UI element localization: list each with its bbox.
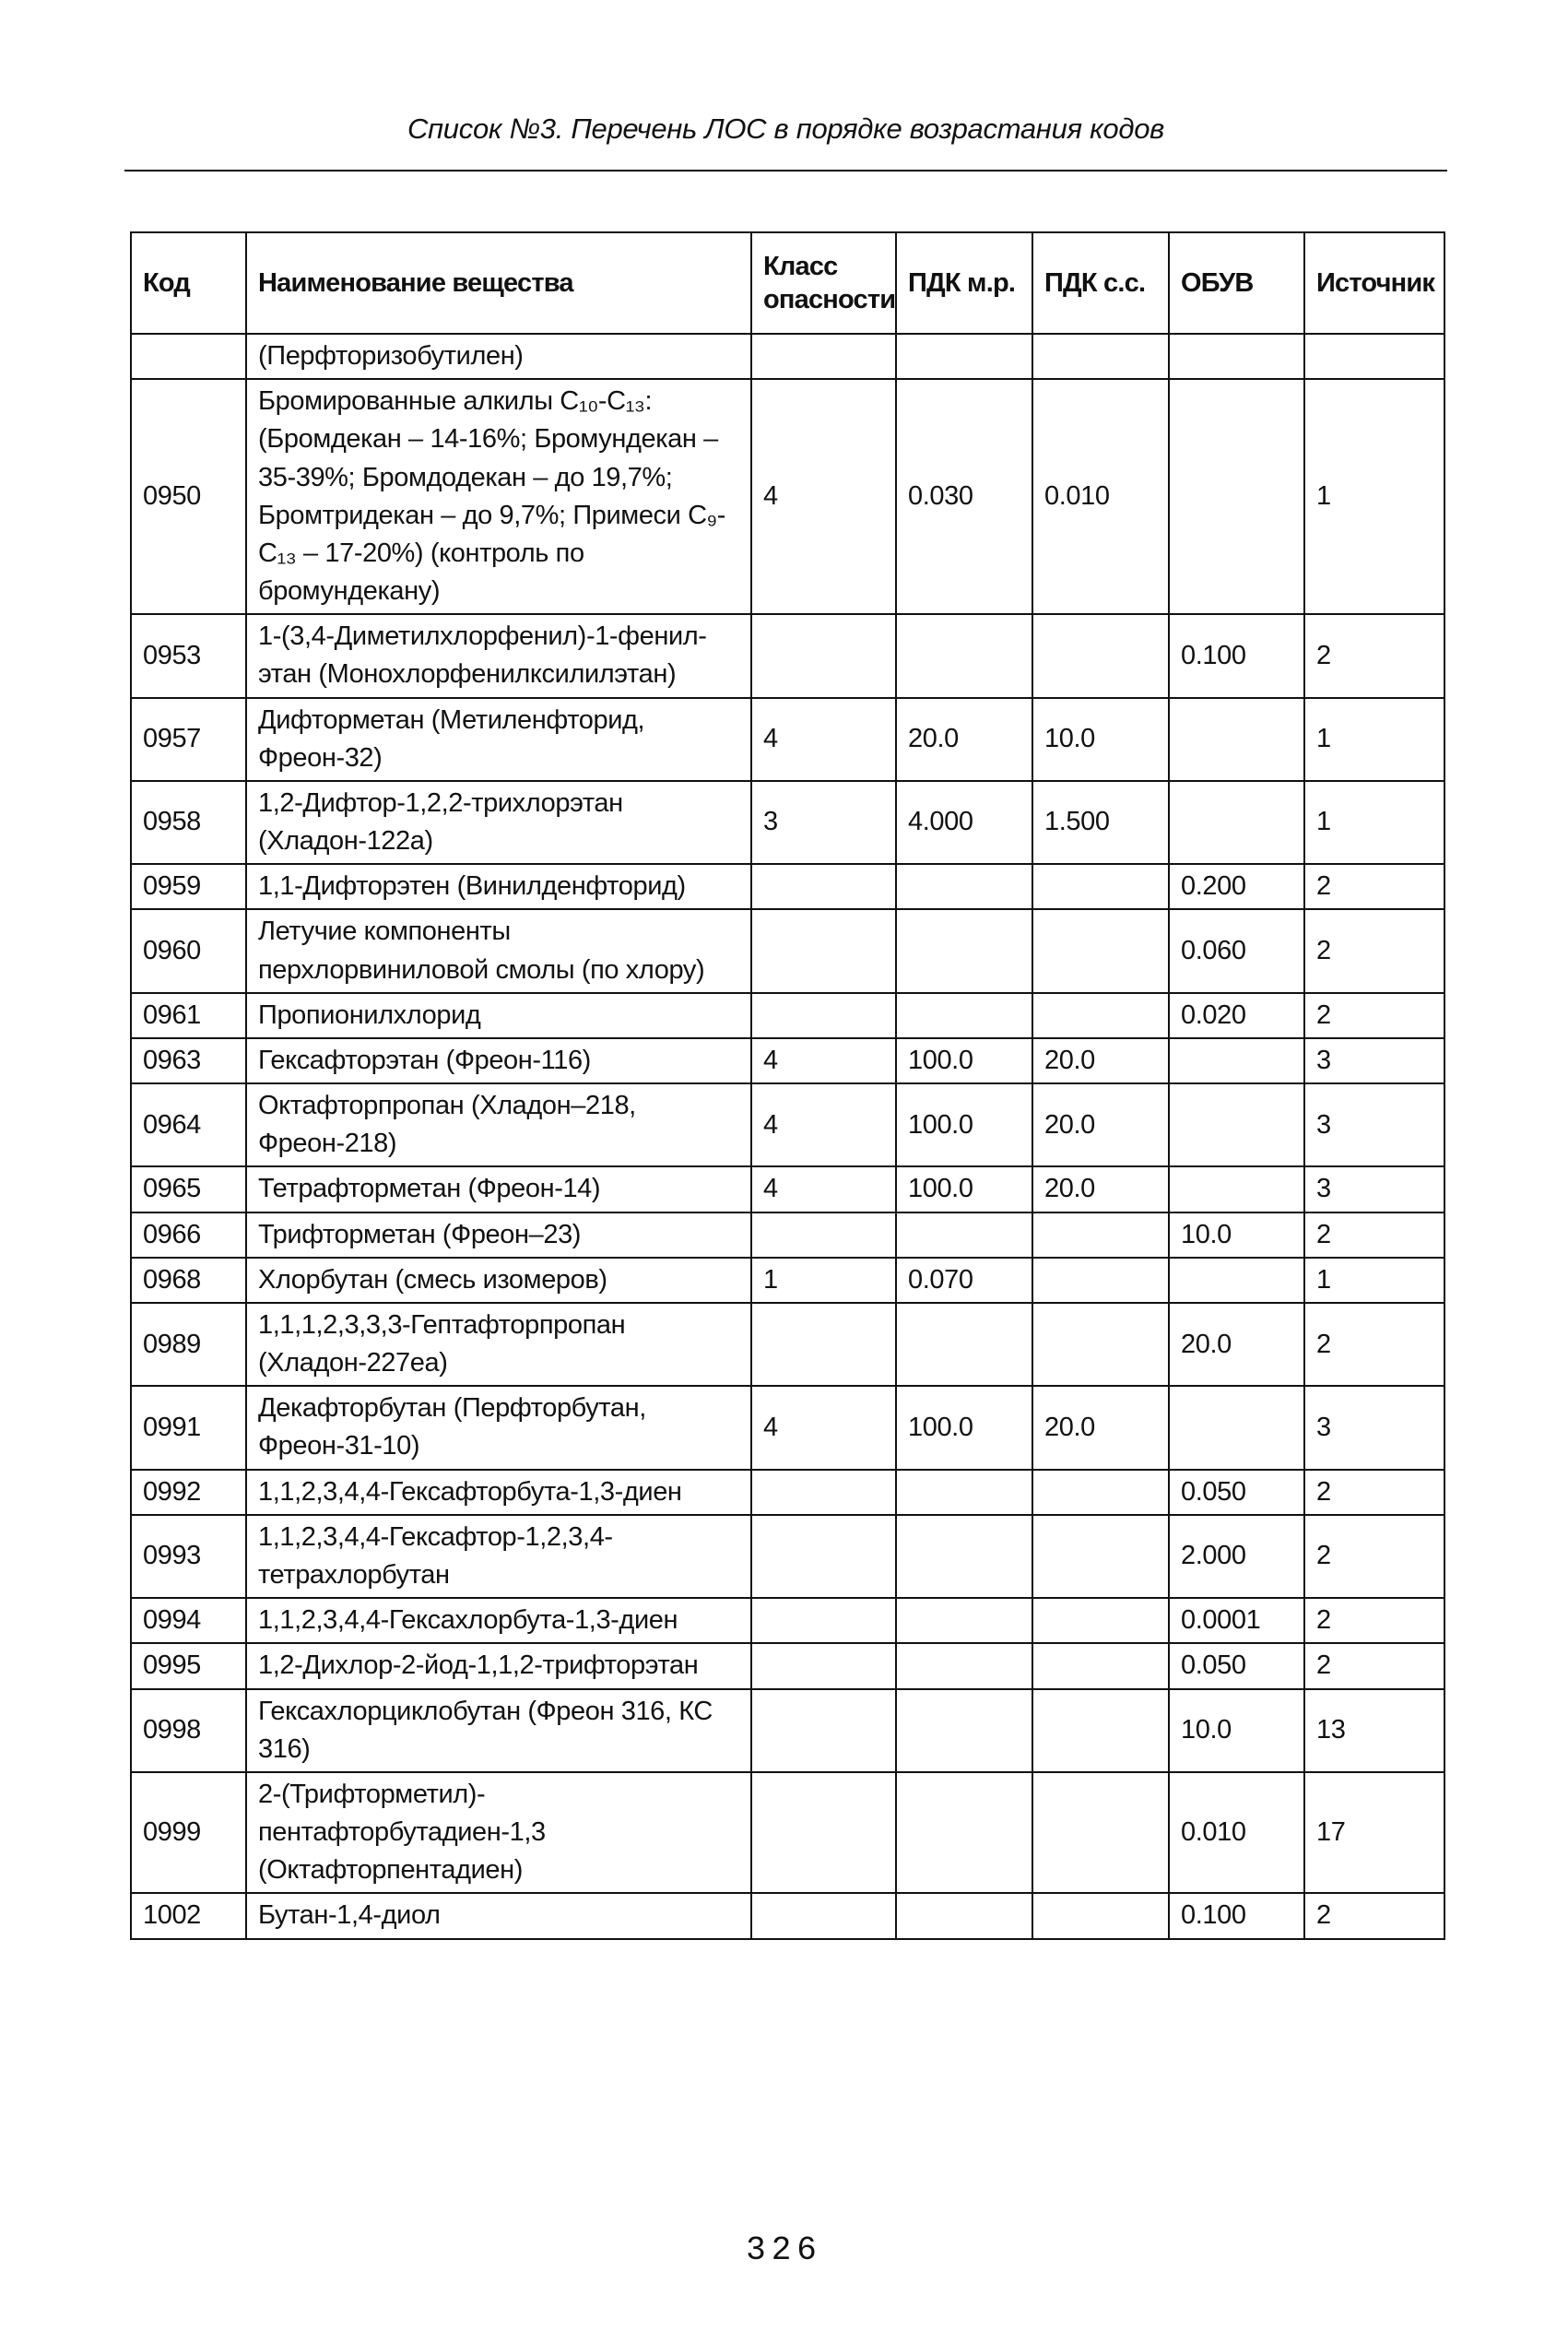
cell-obuv: [1169, 1038, 1304, 1083]
cell-source: 2: [1304, 614, 1444, 697]
cell-hazard-class: [751, 334, 896, 379]
cell-hazard-class: [751, 993, 896, 1038]
cell-source: 1: [1304, 379, 1444, 614]
table-row: [131, 1893, 1444, 1938]
cell-code: 0950: [131, 379, 246, 614]
cell-pdk-mr: [896, 1689, 1032, 1772]
cell-source: 2: [1304, 1470, 1444, 1515]
table-row: [131, 1643, 1444, 1688]
cell-pdk-ss: 20.0: [1032, 1386, 1169, 1469]
cell-pdk-ss: [1032, 864, 1169, 909]
cell-pdk-ss: [1032, 993, 1169, 1038]
table-row: [131, 864, 1444, 909]
cell-name: 1,1-Дифторэтен (Винилденфторид): [246, 864, 751, 909]
cell-pdk-mr: 0.030: [896, 379, 1032, 614]
cell-hazard-class: [751, 1893, 896, 1938]
cell-pdk-mr: 4.000: [896, 781, 1032, 864]
table-row: [131, 1386, 1444, 1469]
cell-hazard-class: [751, 1303, 896, 1386]
cell-pdk-mr: [896, 1470, 1032, 1515]
cell-hazard-class: 3: [751, 781, 896, 864]
substances-table: [130, 231, 1445, 1940]
cell-pdk-mr: 20.0: [896, 698, 1032, 781]
cell-source: 17: [1304, 1772, 1444, 1894]
cell-code: 0953: [131, 614, 246, 697]
cell-pdk-ss: [1032, 1772, 1169, 1894]
page-number: 326: [746, 2231, 822, 2269]
cell-name: 1,1,2,3,4,4-Гексахлорбута-1,3-диен: [246, 1598, 751, 1643]
table-row: [131, 1772, 1444, 1894]
cell-source: 2: [1304, 1303, 1444, 1386]
cell-pdk-mr: [896, 1515, 1032, 1598]
cell-name: Трифторметан (Фреон–23): [246, 1212, 751, 1258]
cell-source: 2: [1304, 909, 1444, 992]
cell-code: 0998: [131, 1689, 246, 1772]
cell-obuv: 0.100: [1169, 614, 1304, 697]
cell-name: Декафторбутан (Перфторбутан, Фреон-31-10): [246, 1386, 751, 1469]
cell-name: Гексахлорциклобутан (Фреон 316, КС 316): [246, 1689, 751, 1772]
cell-code: 0959: [131, 864, 246, 909]
cell-hazard-class: [751, 1515, 896, 1598]
table-header-row: [131, 232, 1444, 334]
cell-name: 1,1,2,3,4,4-Гексафторбута-1,3-диен: [246, 1470, 751, 1515]
cell-pdk-ss: [1032, 1515, 1169, 1598]
cell-pdk-mr: [896, 334, 1032, 379]
cell-code: 0993: [131, 1515, 246, 1598]
cell-pdk-ss: 20.0: [1032, 1083, 1169, 1166]
table-row: [131, 1598, 1444, 1643]
cell-hazard-class: [751, 909, 896, 992]
table-row: [131, 334, 1444, 379]
cell-code: 0994: [131, 1598, 246, 1643]
cell-pdk-ss: [1032, 1893, 1169, 1938]
cell-obuv: 0.010: [1169, 1772, 1304, 1894]
cell-obuv: 0.050: [1169, 1643, 1304, 1688]
cell-hazard-class: [751, 1643, 896, 1688]
cell-hazard-class: [751, 1212, 896, 1258]
cell-obuv: 0.0001: [1169, 1598, 1304, 1643]
cell-code: 0957: [131, 698, 246, 781]
cell-obuv: 0.050: [1169, 1470, 1304, 1515]
cell-source: 2: [1304, 1515, 1444, 1598]
cell-name: Хлорбутан (смесь изомеров): [246, 1258, 751, 1303]
cell-code: 0963: [131, 1038, 246, 1083]
table-body: [131, 334, 1444, 1939]
table-row: [131, 614, 1444, 697]
cell-pdk-mr: 100.0: [896, 1038, 1032, 1083]
running-head: Список №3. Перечень ЛОС в порядке возрастания кодов: [407, 112, 1165, 145]
cell-code: 0961: [131, 993, 246, 1038]
cell-source: 3: [1304, 1038, 1444, 1083]
cell-hazard-class: 4: [751, 1038, 896, 1083]
table-row: [131, 781, 1444, 864]
table-row: [131, 1038, 1444, 1083]
cell-hazard-class: [751, 1470, 896, 1515]
cell-pdk-mr: 100.0: [896, 1166, 1032, 1212]
cell-source: 1: [1304, 781, 1444, 864]
cell-source: 2: [1304, 864, 1444, 909]
cell-pdk-mr: [896, 1212, 1032, 1258]
cell-code: 1002: [131, 1893, 246, 1938]
cell-name: Октафторпропан (Хладон–218, Фреон-218): [246, 1083, 751, 1166]
cell-source: [1304, 334, 1444, 379]
col-header-pdk-ss: ПДК с.с.: [1032, 232, 1169, 334]
cell-source: 2: [1304, 993, 1444, 1038]
cell-name: Бутан-1,4-диол: [246, 1893, 751, 1938]
cell-name: 1,2-Дифтор-1,2,2-трихлорэтан (Хладон-122а): [246, 781, 751, 864]
table-row: [131, 1212, 1444, 1258]
cell-name: Тетрафторметан (Фреон-14): [246, 1166, 751, 1212]
cell-code: 0999: [131, 1772, 246, 1894]
cell-hazard-class: [751, 864, 896, 909]
cell-pdk-mr: 0.070: [896, 1258, 1032, 1303]
cell-name: 1,1,2,3,4,4-Гексафтор-1,2,3,4-тетрахлорбутан: [246, 1515, 751, 1598]
cell-source: 2: [1304, 1893, 1444, 1938]
cell-pdk-mr: [896, 1598, 1032, 1643]
cell-pdk-ss: 0.010: [1032, 379, 1169, 614]
cell-hazard-class: 4: [751, 1386, 896, 1469]
cell-pdk-ss: [1032, 909, 1169, 992]
cell-obuv: [1169, 334, 1304, 379]
cell-pdk-mr: [896, 614, 1032, 697]
cell-pdk-ss: [1032, 1303, 1169, 1386]
cell-source: 1: [1304, 1258, 1444, 1303]
cell-name: 1,2-Дихлор-2-йод-1,1,2-трифторэтан: [246, 1643, 751, 1688]
table-row: [131, 1303, 1444, 1386]
cell-obuv: [1169, 1166, 1304, 1212]
cell-code: [131, 334, 246, 379]
cell-pdk-ss: [1032, 1643, 1169, 1688]
cell-code: 0966: [131, 1212, 246, 1258]
cell-code: 0958: [131, 781, 246, 864]
cell-hazard-class: 4: [751, 1166, 896, 1212]
cell-hazard-class: 4: [751, 698, 896, 781]
cell-pdk-ss: 10.0: [1032, 698, 1169, 781]
col-header-obuv: ОБУВ: [1169, 232, 1304, 334]
cell-obuv: [1169, 781, 1304, 864]
cell-code: 0968: [131, 1258, 246, 1303]
cell-obuv: [1169, 379, 1304, 614]
cell-source: 1: [1304, 698, 1444, 781]
table-row: [131, 1166, 1444, 1212]
cell-name: 1,1,1,2,3,3,3-Гептафторпропан (Хладон-227еа): [246, 1303, 751, 1386]
table-row: [131, 379, 1444, 614]
header-rule: [124, 170, 1447, 172]
cell-source: 2: [1304, 1643, 1444, 1688]
cell-obuv: 2.000: [1169, 1515, 1304, 1598]
cell-pdk-mr: [896, 1303, 1032, 1386]
cell-obuv: 10.0: [1169, 1212, 1304, 1258]
table-row: [131, 698, 1444, 781]
cell-name: 2-(Трифторметил)-пентафторбутадиен-1,3 (Октафторпентадиен): [246, 1772, 751, 1894]
cell-pdk-ss: [1032, 334, 1169, 379]
cell-source: 3: [1304, 1386, 1444, 1469]
col-header-name: Наименование вещества: [246, 232, 751, 334]
cell-obuv: 0.200: [1169, 864, 1304, 909]
col-header-source: Источник: [1304, 232, 1444, 334]
col-header-hazard-class: Класс опасности: [751, 232, 896, 334]
cell-pdk-mr: [896, 993, 1032, 1038]
cell-obuv: 10.0: [1169, 1689, 1304, 1772]
cell-name: Бромированные алкилы C₁₀-C₁₃: (Бромдекан – 14-16%; Бромундекан – 35-39%; Бромдодекан – до 19,7%; Бромтридекан – до 9,7%; Примеси C₉-C₁₃ – 17-20%) (контроль по бромундекану): [246, 379, 751, 614]
cell-pdk-mr: [896, 1893, 1032, 1938]
cell-hazard-class: [751, 614, 896, 697]
cell-code: 0964: [131, 1083, 246, 1166]
cell-name: Летучие компоненты перхлорвиниловой смолы (по хлору): [246, 909, 751, 992]
cell-pdk-ss: 20.0: [1032, 1166, 1169, 1212]
cell-name: Гексафторэтан (Фреон-116): [246, 1038, 751, 1083]
cell-code: 0960: [131, 909, 246, 992]
cell-pdk-ss: 20.0: [1032, 1038, 1169, 1083]
table-row: [131, 1515, 1444, 1598]
cell-pdk-mr: [896, 909, 1032, 992]
cell-source: 13: [1304, 1689, 1444, 1772]
cell-pdk-ss: [1032, 614, 1169, 697]
col-header-pdk-mr: ПДК м.р.: [896, 232, 1032, 334]
cell-name: (Перфторизобутилен): [246, 334, 751, 379]
cell-hazard-class: [751, 1598, 896, 1643]
cell-obuv: [1169, 698, 1304, 781]
cell-code: 0995: [131, 1643, 246, 1688]
cell-pdk-mr: 100.0: [896, 1083, 1032, 1166]
cell-pdk-mr: 100.0: [896, 1386, 1032, 1469]
cell-name: 1-(3,4-Диметилхлорфенил)-1-фенил-этан (Монохлорфенилксилилэтан): [246, 614, 751, 697]
cell-pdk-ss: [1032, 1598, 1169, 1643]
col-header-code: Код: [131, 232, 246, 334]
cell-name: Дифторметан (Метиленфторид, Фреон-32): [246, 698, 751, 781]
cell-pdk-mr: [896, 1772, 1032, 1894]
table-row: [131, 1258, 1444, 1303]
cell-obuv: [1169, 1386, 1304, 1469]
cell-pdk-ss: [1032, 1689, 1169, 1772]
cell-hazard-class: [751, 1689, 896, 1772]
table-row: [131, 1689, 1444, 1772]
cell-hazard-class: 4: [751, 1083, 896, 1166]
table-row: [131, 1083, 1444, 1166]
table-row: [131, 1470, 1444, 1515]
cell-pdk-ss: 1.500: [1032, 781, 1169, 864]
cell-code: 0991: [131, 1386, 246, 1469]
table-row: [131, 993, 1444, 1038]
cell-pdk-mr: [896, 1643, 1032, 1688]
cell-source: 3: [1304, 1166, 1444, 1212]
cell-obuv: 0.060: [1169, 909, 1304, 992]
cell-code: 0989: [131, 1303, 246, 1386]
cell-obuv: [1169, 1083, 1304, 1166]
cell-pdk-ss: [1032, 1258, 1169, 1303]
cell-obuv: [1169, 1258, 1304, 1303]
cell-name: Пропионилхлорид: [246, 993, 751, 1038]
cell-pdk-ss: [1032, 1470, 1169, 1515]
cell-obuv: 20.0: [1169, 1303, 1304, 1386]
cell-hazard-class: 1: [751, 1258, 896, 1303]
cell-source: 2: [1304, 1598, 1444, 1643]
cell-source: 3: [1304, 1083, 1444, 1166]
cell-obuv: 0.020: [1169, 993, 1304, 1038]
cell-source: 2: [1304, 1212, 1444, 1258]
cell-hazard-class: 4: [751, 379, 896, 614]
cell-pdk-mr: [896, 864, 1032, 909]
cell-pdk-ss: [1032, 1212, 1169, 1258]
cell-hazard-class: [751, 1772, 896, 1894]
table-row: [131, 909, 1444, 992]
cell-code: 0992: [131, 1470, 246, 1515]
cell-obuv: 0.100: [1169, 1893, 1304, 1938]
cell-code: 0965: [131, 1166, 246, 1212]
